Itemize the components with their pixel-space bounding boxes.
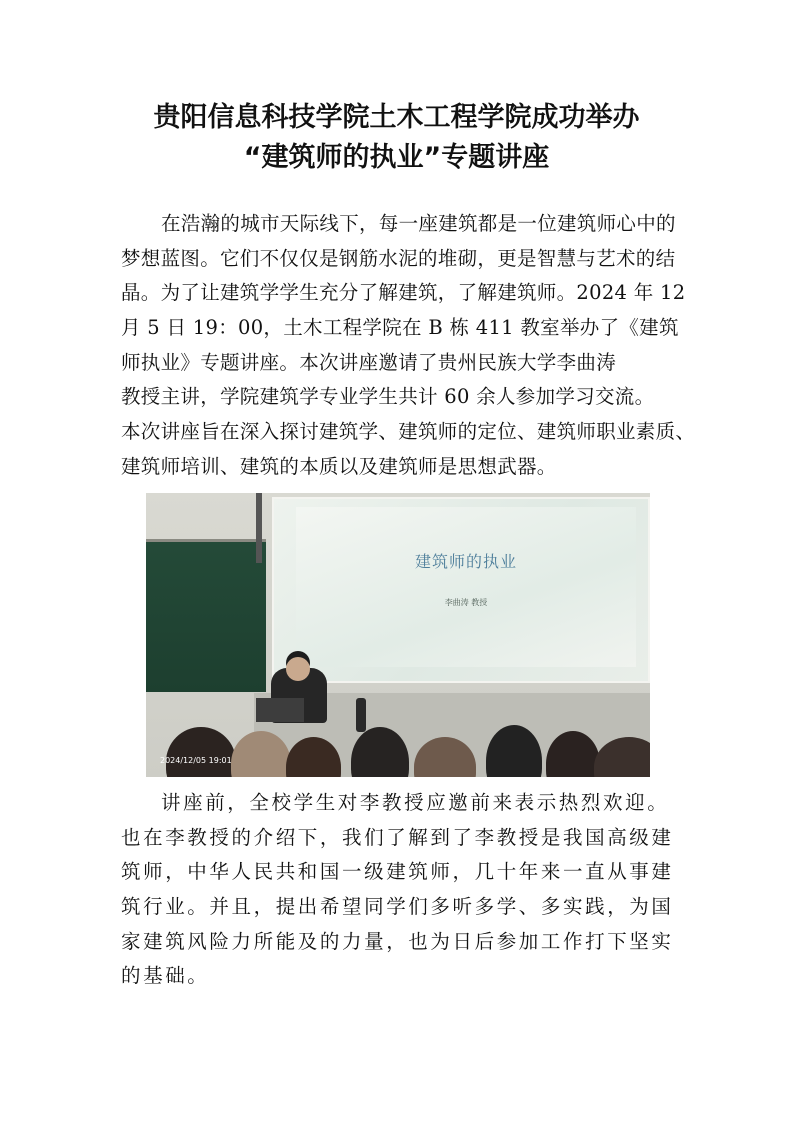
paragraph-line: 教授主讲，学院建筑学专业学生共计 60 余人参加学习交流。 — [121, 385, 655, 409]
speaker-head — [286, 657, 310, 681]
paragraph-line: 的基础。 — [121, 964, 210, 988]
paragraph-line: 梦想蓝图。它们不仅仅是钢筋水泥的堆砌，更是智慧与艺术的结 — [121, 246, 676, 270]
paragraph-line: 家建筑风险力所能及的力量，也为日后参加工作打下坚实 — [121, 929, 674, 953]
chalkboard — [146, 539, 266, 692]
paragraph-line: 筑师，中华人民共和国一级建筑师，几十年来一直从事建 — [121, 860, 674, 884]
paragraph-line: 在浩瀚的城市天际线下，每一座建筑都是一位建筑师心中的 — [161, 212, 676, 235]
lecture-photo — [146, 493, 650, 777]
article-title-line-2: “建筑师的执业”专题讲座 — [243, 142, 550, 173]
paragraph-line: 建筑师培训、建筑的本质以及建筑师是思想武器。 — [121, 454, 557, 478]
paragraph-line: 师执业》专题讲座。本次讲座邀请了贵州民族大学李曲涛 — [121, 350, 617, 374]
paragraph-line: 月 5 日 19：00，土木工程学院在 B 栋 411 教室举办了《建筑 — [121, 316, 679, 340]
slide-title: 建筑师的执业 — [414, 552, 517, 571]
paragraph-line: 筑行业。并且，提出希望同学们多听多学、多实践，为国 — [121, 895, 674, 919]
paragraph-line: 也在李教授的介绍下，我们了解到了李教授是我国高级建 — [121, 825, 674, 849]
photo-timestamp: 2024/12/05 19:01 — [160, 756, 232, 765]
article-title-line-1: 贵阳信息科技学院土木工程学院成功举办 — [153, 102, 640, 133]
audience-heads — [146, 718, 650, 777]
paragraph-body — [121, 786, 677, 994]
slide-subtitle: 李曲涛 教授 — [444, 598, 488, 607]
paragraph-intro — [121, 207, 696, 485]
paragraph-line: 本次讲座旨在深入探讨建筑学、建筑师的定位、建筑师职业素质、 — [121, 420, 696, 444]
paragraph-line: 晶。为了让建筑学学生充分了解建筑，了解建筑师。2024 年 12 — [121, 281, 686, 305]
projected-slide — [296, 507, 636, 667]
screen-pole — [256, 493, 262, 563]
paragraph-line: 讲座前，全校学生对李教授应邀前来表示热烈欢迎。 — [161, 791, 670, 814]
